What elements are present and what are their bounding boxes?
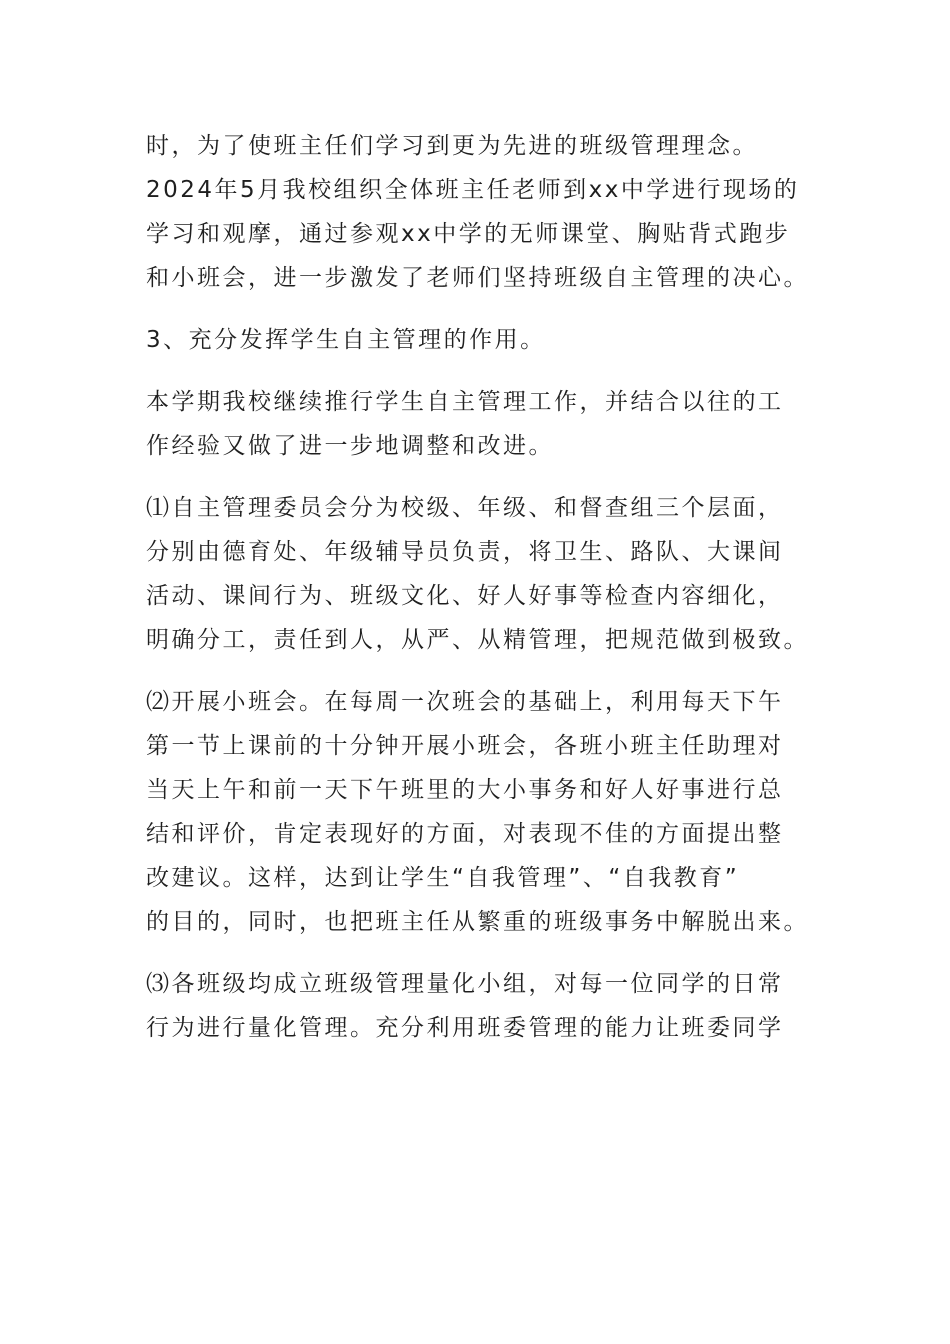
text-line: 2024年5月我校组织全体班主任老师到xx中学进行现场的 [146, 177, 800, 203]
text-line: 活动、课间行为、班级文化、好人好事等检查内容细化， [146, 583, 784, 609]
section-heading-text: 3、充分发挥学生自主管理的作用。 [146, 327, 546, 353]
paragraph-item-2 [146, 680, 809, 944]
paragraph-item-1 [146, 486, 809, 662]
text-line: 作经验又做了进一步地调整和改进。 [146, 433, 554, 459]
text-line: ⑵开展小班会。在每周一次班会的基础上，利用每天下午 [146, 689, 784, 715]
text-line: 行为进行量化管理。充分利用班委管理的能力让班委同学 [146, 1015, 784, 1041]
text-line: 本学期我校继续推行学生自主管理工作，并结合以往的工 [146, 389, 784, 415]
section-heading-3 [146, 318, 806, 362]
paragraph-intro [146, 380, 806, 468]
text-line: 分别由德育处、年级辅导员负责，将卫生、路队、大课间 [146, 539, 784, 565]
text-line: 第一节上课前的十分钟开展小班会，各班小班主任助理对 [146, 733, 784, 759]
text-line: 当天上午和前一天下午班里的大小事务和好人好事进行总 [146, 777, 784, 803]
text-line: 的目的，同时，也把班主任从繁重的班级事务中解脱出来。 [146, 909, 809, 935]
text-line: 学习和观摩，通过参观xx中学的无师课堂、胸贴背式跑步 [146, 221, 791, 247]
document-body [146, 124, 809, 1050]
text-line: 和小班会，进一步激发了老师们坚持班级自主管理的决心。 [146, 265, 809, 291]
text-line: 结和评价，肯定表现好的方面，对表现不佳的方面提出整 [146, 821, 784, 847]
text-line: ⑴自主管理委员会分为校级、年级、和督查组三个层面， [146, 495, 784, 521]
paragraph-management-philosophy [146, 124, 809, 300]
paragraph-item-3 [146, 962, 806, 1050]
text-line: 改建议。这样，达到让学生“自我管理”、“自我教育” [146, 865, 740, 891]
text-line: ⑶各班级均成立班级管理量化小组，对每一位同学的日常 [146, 971, 784, 997]
text-line: 时，为了使班主任们学习到更为先进的班级管理理念。 [146, 133, 758, 159]
text-line: 明确分工，责任到人，从严、从精管理，把规范做到极致。 [146, 627, 809, 653]
